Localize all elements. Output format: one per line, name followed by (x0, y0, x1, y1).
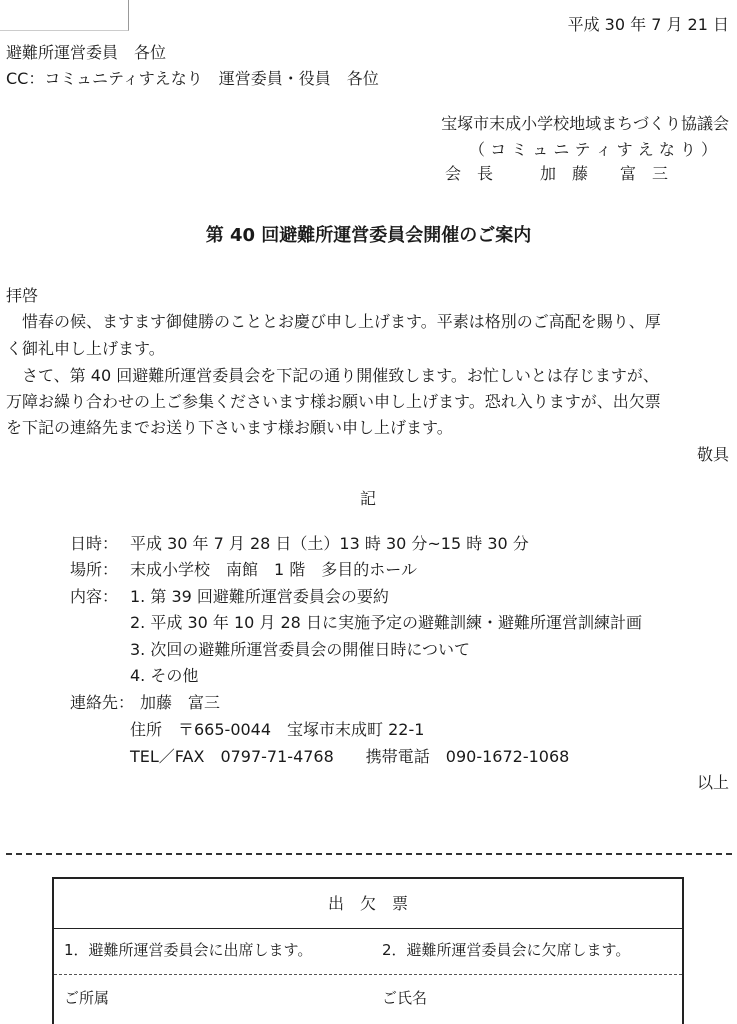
sender-organization: 宝塚市末成小学校地域まちづくり協議会 (441, 114, 729, 133)
attendance-slip (52, 877, 684, 1024)
body-line-3: を下記の連絡先までお送り下さいます様お願い申し上げます。 (6, 418, 453, 437)
contact-phone: TEL／FAX 0797-71-4768 携帯電話 090-1672-1068 (130, 747, 570, 766)
slip-dash-divider (54, 974, 682, 975)
cc-line: CC：コミュニティすえなり 運営委員・役員 各位 (6, 69, 379, 88)
closing: 敬具 (696, 445, 729, 464)
body-line-1: さて、第 40 回避難所運営委員会を下記の通り開催致します。お忙しいとは存じますが、 (22, 366, 659, 385)
affiliation-field-label: ご所属 (64, 989, 110, 1007)
contact-address: 住所 〒665-0044 宝塚市末成町 22-1 (130, 720, 425, 739)
salutation: 拝啓 (6, 286, 39, 305)
agenda-item: 3. 次回の避難所運営委員会の開催日時について (130, 640, 471, 659)
name-field-label: ご氏名 (382, 989, 428, 1007)
document-title: 第 40 回避難所運営委員会開催のご案内 (205, 225, 532, 246)
body-line-2: 万障お繰り合わせの上ご参集くださいます様お願い申し上げます。恐れ入りますが、出欠票 (6, 392, 661, 411)
end-mark: 以上 (696, 773, 729, 792)
place-value: 末成小学校 南館 1 階 多目的ホール (130, 560, 417, 579)
cut-line (6, 853, 732, 855)
greeting-line-2: く御礼申し上げます。 (6, 339, 165, 358)
datetime-label: 日時： (70, 534, 119, 553)
ki-heading: 記 (360, 489, 377, 508)
attend-option[interactable]: 1．避難所運営委員会に出席します。 (64, 941, 313, 959)
content-label: 内容： (70, 587, 119, 606)
agenda-item: 4. その他 (130, 666, 199, 685)
place-label: 場所： (70, 560, 119, 579)
slip-divider (54, 928, 682, 929)
agenda-item: 2. 平成 30 年 10 月 28 日に実施予定の避難訓練・避難所運営訓練計画 (130, 613, 642, 632)
scan-corner-box (0, 0, 129, 31)
document-date: 平成 30 年 7 月 21 日 (567, 15, 729, 34)
slip-title: 出 欠 票 (327, 894, 408, 913)
sender-organization-alias: （ コ ミ ュ ニ テ ィ す え な り ） (469, 140, 717, 159)
sender-name: 加 藤 富 三 (540, 164, 669, 183)
datetime-value: 平成 30 年 7 月 28 日（土）13 時 30 分~15 時 30 分 (130, 534, 529, 553)
agenda-item: 1. 第 39 回避難所運営委員会の要約 (130, 587, 389, 606)
sender-role: 会 長 (445, 164, 494, 183)
recipient-line: 避難所運営委員 各位 (6, 43, 167, 62)
contact-label: 連絡先： (70, 693, 135, 712)
greeting-line-1: 惜春の候、ますます御健勝のこととお慶び申し上げます。平素は格別のご高配を賜り、厚 (22, 312, 661, 331)
contact-name: 加藤 富三 (140, 693, 221, 712)
absent-option[interactable]: 2．避難所運営委員会に欠席します。 (382, 941, 631, 959)
